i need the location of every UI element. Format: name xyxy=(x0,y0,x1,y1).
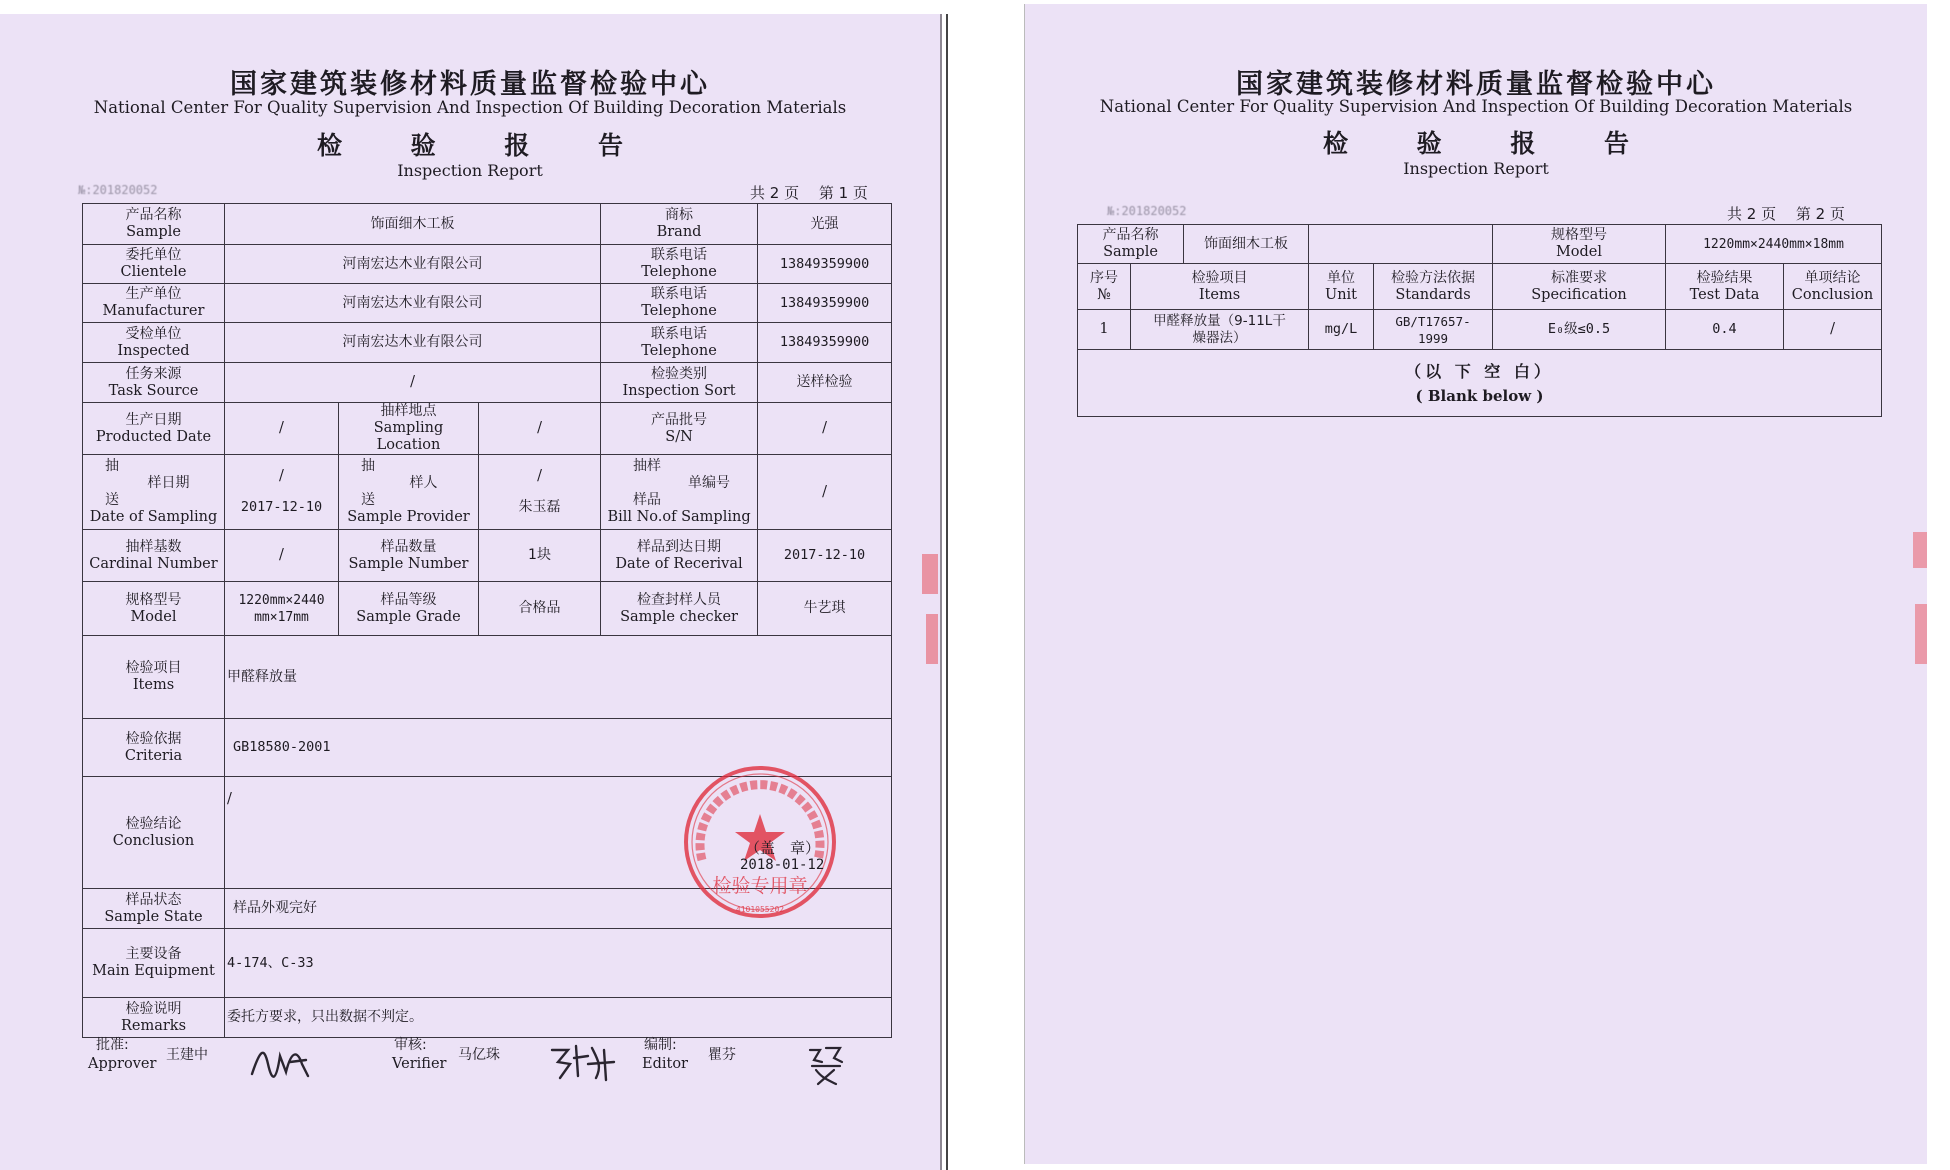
test-results-table xyxy=(1077,224,1882,417)
seal-date: 2018-01-12 xyxy=(740,857,825,873)
approver-name: 王建中 xyxy=(166,1047,208,1063)
approver-block: 批准: Approver xyxy=(88,1037,157,1072)
label-conclusion: 检验结论 Conclusion xyxy=(83,777,225,889)
value-clientele: 河南宏达木业有限公司 xyxy=(225,245,601,284)
value-items: 甲醛释放量 xyxy=(225,636,892,719)
value-date-of-sampling: / 2017-12-10 xyxy=(225,455,339,530)
label-items: 检验项目 Items xyxy=(83,636,225,719)
label-model: 规格型号 Model xyxy=(83,582,225,636)
blank-below-cell: （以 下 空 白） ( Blank below ) xyxy=(1078,350,1882,417)
label-date-of-receival: 样品到达日期 Date of Recerival xyxy=(601,530,758,582)
value-bill-no: / xyxy=(758,455,892,530)
label-sample: 产品名称 Sample xyxy=(83,204,225,245)
sample-row-spacer xyxy=(1309,225,1493,264)
seal-label: （盖 章） xyxy=(745,839,821,857)
label-telephone-2: 联系电话 Telephone xyxy=(601,284,758,323)
page-indicator-2: 共 2 页 第 2 页 xyxy=(1727,205,1845,223)
value-sample: 饰面细木工板 xyxy=(225,204,601,245)
value-telephone: 13849359900 xyxy=(758,245,892,284)
cell-no: 1 xyxy=(1078,310,1131,350)
verifier-name: 马亿珠 xyxy=(458,1047,500,1063)
value-producted-date: / xyxy=(225,403,339,455)
value-task-source: / xyxy=(225,363,601,403)
value-model-2: 1220mm×2440mm×18mm xyxy=(1666,225,1882,264)
verifier-block: 审核: Verifier xyxy=(392,1037,447,1072)
value-sample-state: 样品外观完好 xyxy=(225,889,892,929)
value-sample-grade: 合格品 xyxy=(479,582,601,636)
org-title-en: National Center For Quality Supervision And Inspection Of Building Decoration Materials xyxy=(93,98,847,117)
org-title-cn: 国家建筑装修材料质量监督检验中心 xyxy=(230,69,710,100)
label-sample-2: 产品名称 Sample xyxy=(1078,225,1184,263)
report-title-cn-2: 检 验 报 告 xyxy=(1322,129,1660,158)
value-sample-checker: 牛艺琪 xyxy=(758,582,892,636)
label-remarks: 检验说明 Remarks xyxy=(83,998,225,1038)
editor-block: 编制: Editor xyxy=(642,1037,688,1072)
label-date-of-sampling: 抽 样日期 送 Date of Sampling xyxy=(83,455,225,530)
label-manufacturer: 生产单位 Manufacturer xyxy=(83,284,225,323)
cell-unit: mg/L xyxy=(1309,310,1374,350)
value-sample-number: 1块 xyxy=(479,530,601,582)
label-sn: 产品批号 S/N xyxy=(601,403,758,455)
header-test-data: 检验结果 Test Data xyxy=(1666,264,1784,310)
stamp-fragment-icon-4 xyxy=(1915,604,1927,664)
value-sampling-location: / xyxy=(479,403,601,455)
label-criteria: 检验依据 Criteria xyxy=(83,719,225,777)
value-telephone-3: 13849359900 xyxy=(758,323,892,363)
label-inspection-sort: 检验类别 Inspection Sort xyxy=(601,363,758,403)
verifier-signature-icon xyxy=(548,1040,618,1084)
value-conclusion: / xyxy=(225,777,892,889)
report-number-2: №:201820052 xyxy=(1107,204,1187,218)
label-inspected: 受检单位 Inspected xyxy=(83,323,225,363)
label-producted-date: 生产日期 Producted Date xyxy=(83,403,225,455)
cell-conclusion: / xyxy=(1784,310,1882,350)
label-sample-grade: 样品等级 Sample Grade xyxy=(339,582,479,636)
org-title-cn-2: 国家建筑装修材料质量监督检验中心 xyxy=(1236,69,1716,100)
page-indicator: 共 2 页 第 1 页 xyxy=(750,184,868,202)
stamp-fragment-icon xyxy=(922,554,938,594)
svg-text:检验专用章: 检验专用章 xyxy=(712,875,808,897)
label-brand: 商标 Brand xyxy=(601,204,758,245)
value-sn: / xyxy=(758,403,892,455)
editor-name: 瞿芬 xyxy=(708,1047,736,1063)
report-page-1 xyxy=(0,14,940,1170)
label-sample-number: 样品数量 Sample Number xyxy=(339,530,479,582)
stamp-fragment-icon-3 xyxy=(1913,532,1927,568)
value-cardinal-number: / xyxy=(225,530,339,582)
value-criteria: GB18580-2001 xyxy=(225,719,892,777)
value-brand: 光强 xyxy=(758,204,892,245)
cell-result: 0.4 xyxy=(1666,310,1784,350)
cell-standard: GB/T17657- 1999 xyxy=(1374,310,1493,350)
value-sample-provider: / 朱玉磊 xyxy=(479,455,601,530)
header-standards: 检验方法依据 Standards xyxy=(1374,264,1493,310)
approver-signature-icon xyxy=(246,1042,316,1086)
value-sample-2: 饰面细木工板 xyxy=(1204,235,1288,252)
report-title-en: Inspection Report xyxy=(397,161,543,180)
report-number: №:201820052 xyxy=(78,183,158,197)
cell-specification: E₀级≤0.5 xyxy=(1493,310,1666,350)
report-title-en-2: Inspection Report xyxy=(1403,159,1549,178)
editor-signature-icon xyxy=(806,1044,846,1086)
value-telephone-2: 13849359900 xyxy=(758,284,892,323)
report-title-cn: 检 验 报 告 xyxy=(316,131,654,160)
value-date-of-receival: 2017-12-10 xyxy=(758,530,892,582)
label-telephone: 联系电话 Telephone xyxy=(601,245,758,284)
header-unit: 单位 Unit xyxy=(1309,264,1374,310)
seal-number: 4101055202 xyxy=(735,905,785,914)
label-cardinal-number: 抽样基数 Cardinal Number xyxy=(83,530,225,582)
results-header-row xyxy=(1078,264,1882,310)
label-sample-state: 样品状态 Sample State xyxy=(83,889,225,929)
value-inspected: 河南宏达木业有限公司 xyxy=(225,323,601,363)
label-sample-checker: 检查封样人员 Sample checker xyxy=(601,582,758,636)
org-title-en-2: National Center For Quality Supervision And Inspection Of Building Decoration Materials xyxy=(1099,97,1853,116)
label-clientele: 委托单位 Clientele xyxy=(83,245,225,284)
header-items: 检验项目 Items xyxy=(1131,264,1309,310)
table-row xyxy=(1078,310,1882,350)
value-inspection-sort: 送样检验 xyxy=(758,363,892,403)
cell-item: 甲醛释放量（9-11L干 燥器法） xyxy=(1131,310,1309,350)
label-bill-no: 抽样 单编号 样品 Bill No.of Sampling xyxy=(601,455,758,530)
stamp-fragment-icon-2 xyxy=(926,614,938,664)
label-model-2: 规格型号 Model xyxy=(1493,225,1666,264)
value-model: 1220mm×2440 mm×17mm xyxy=(225,582,339,636)
label-telephone-3: 联系电话 Telephone xyxy=(601,323,758,363)
value-manufacturer: 河南宏达木业有限公司 xyxy=(225,284,601,323)
label-task-source: 任务来源 Task Source xyxy=(83,363,225,403)
label-sampling-location: 抽样地点 Sampling Location xyxy=(339,403,479,455)
value-remarks: 委托方要求，只出数据不判定。 xyxy=(225,998,892,1038)
label-sample-provider: 抽 样人 送 Sample Provider xyxy=(339,455,479,530)
label-main-equipment: 主要设备 Main Equipment xyxy=(83,929,225,998)
sample-row xyxy=(1078,225,1309,264)
header-specification: 标准要求 Specification xyxy=(1493,264,1666,310)
header-conclusion: 单项结论 Conclusion xyxy=(1784,264,1882,310)
value-main-equipment: 4-174、C-33 xyxy=(225,929,892,998)
report-page-2 xyxy=(1025,4,1927,1164)
header-no: 序号 № xyxy=(1078,264,1131,310)
